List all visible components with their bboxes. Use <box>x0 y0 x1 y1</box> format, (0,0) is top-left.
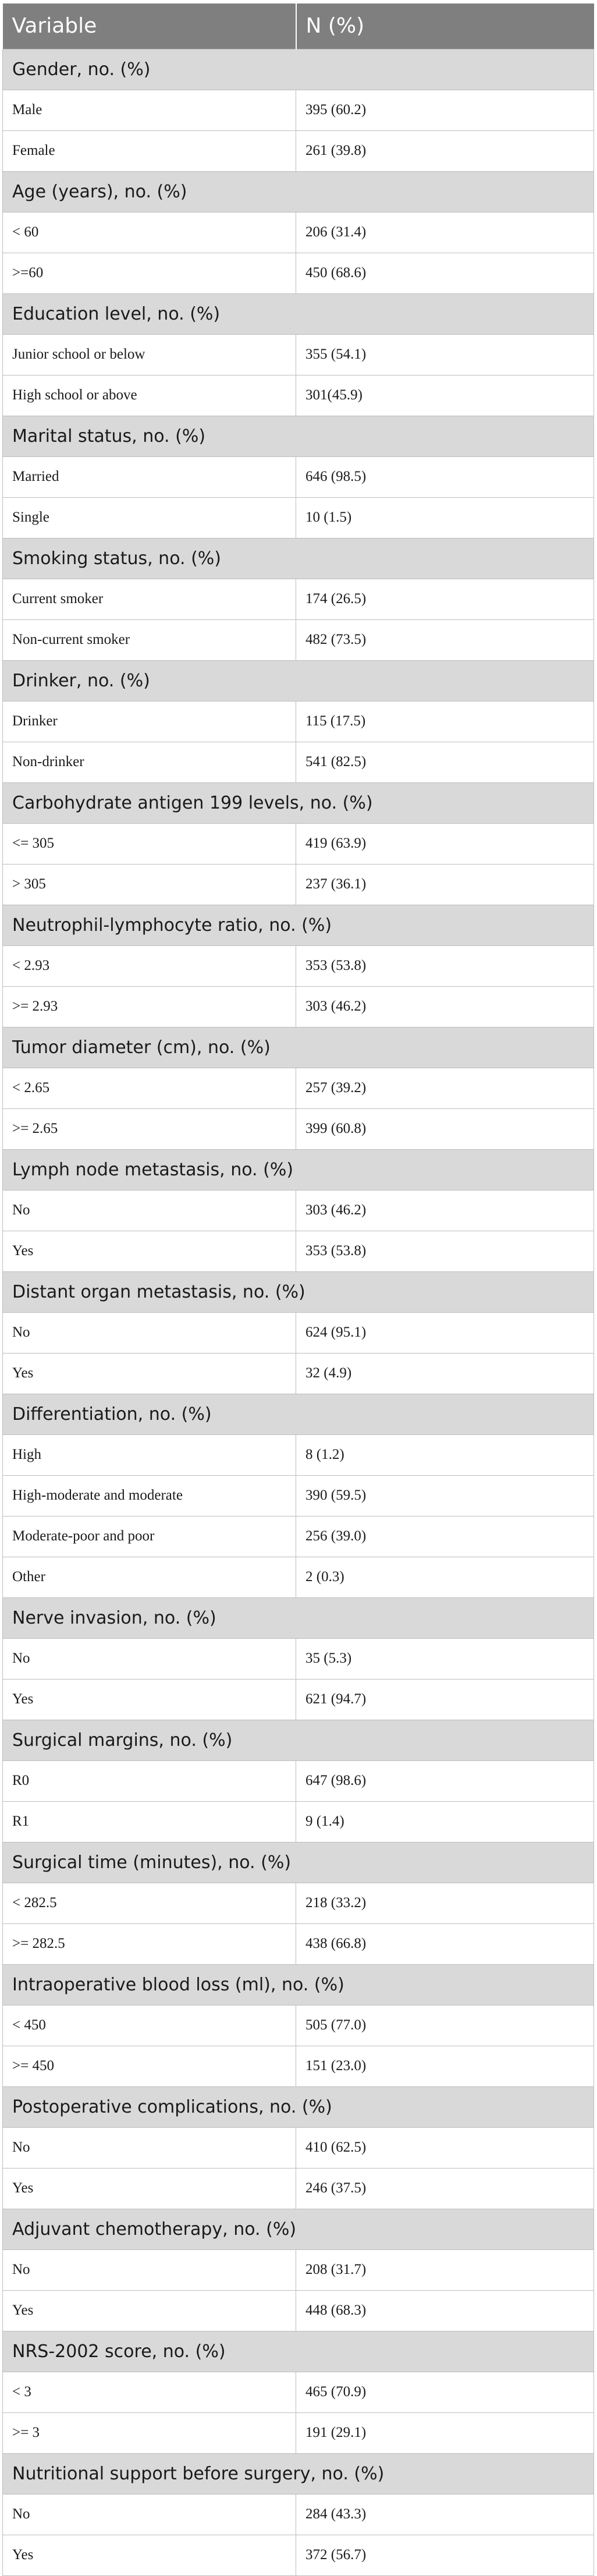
table-row <box>3 2127 594 2168</box>
section-title: Postoperative complications, no. (%) <box>3 2086 594 2127</box>
row-value: 390 (59.5) <box>296 1475 594 1516</box>
row-label: Married <box>3 456 296 497</box>
table-row <box>3 986 594 1027</box>
row-label: No <box>3 1190 296 1231</box>
table-row <box>3 497 594 538</box>
row-label: Male <box>3 90 296 130</box>
table-body <box>3 49 594 2575</box>
section-row <box>3 660 594 701</box>
table-row <box>3 1516 594 1557</box>
row-label: R1 <box>3 1801 296 1842</box>
section-title: Differentiation, no. (%) <box>3 1394 594 1434</box>
row-value: 448 (68.3) <box>296 2290 594 2331</box>
row-label: >= 2.93 <box>3 986 296 1027</box>
row-label: Yes <box>3 2290 296 2331</box>
row-value: 355 (54.1) <box>296 334 594 375</box>
row-label: >= 3 <box>3 2412 296 2453</box>
row-label: > 305 <box>3 864 296 905</box>
row-label: < 450 <box>3 2005 296 2046</box>
row-value: 395 (60.2) <box>296 90 594 130</box>
table-row <box>3 1475 594 1516</box>
row-label: >= 282.5 <box>3 1923 296 1964</box>
table-row <box>3 864 594 905</box>
row-value: 624 (95.1) <box>296 1312 594 1353</box>
row-value: 246 (37.5) <box>296 2168 594 2209</box>
row-label: No <box>3 1638 296 1679</box>
row-value: 646 (98.5) <box>296 456 594 497</box>
table-row <box>3 823 594 864</box>
row-value: 450 (68.6) <box>296 253 594 293</box>
row-label: High school or above <box>3 375 296 416</box>
row-label: >= 2.65 <box>3 1108 296 1149</box>
section-row <box>3 171 594 212</box>
section-title: NRS-2002 score, no. (%) <box>3 2331 594 2372</box>
row-label: Yes <box>3 1679 296 1720</box>
table-row <box>3 212 594 253</box>
section-title: Lymph node metastasis, no. (%) <box>3 1149 594 1190</box>
row-label: Yes <box>3 1231 296 1271</box>
row-value: 206 (31.4) <box>296 212 594 253</box>
section-row <box>3 1597 594 1638</box>
table-row <box>3 130 594 171</box>
table-row <box>3 1108 594 1149</box>
table-row <box>3 742 594 782</box>
table-row <box>3 1679 594 1720</box>
row-label: <= 305 <box>3 823 296 864</box>
row-label: Current smoker <box>3 579 296 619</box>
table-row <box>3 2005 594 2046</box>
row-value: 208 (31.7) <box>296 2249 594 2290</box>
section-title: Gender, no. (%) <box>3 49 594 90</box>
row-value: 419 (63.9) <box>296 823 594 864</box>
section-row <box>3 293 594 334</box>
section-title: Age (years), no. (%) <box>3 171 594 212</box>
row-value: 257 (39.2) <box>296 1068 594 1108</box>
section-row <box>3 1149 594 1190</box>
row-value: 174 (26.5) <box>296 579 594 619</box>
row-value: 115 (17.5) <box>296 701 594 742</box>
row-label: Yes <box>3 1353 296 1394</box>
row-label: < 2.65 <box>3 1068 296 1108</box>
row-value: 438 (66.8) <box>296 1923 594 1964</box>
row-label: Junior school or below <box>3 334 296 375</box>
table-row <box>3 2290 594 2331</box>
row-value: 647 (98.6) <box>296 1760 594 1801</box>
section-row <box>3 782 594 823</box>
row-label: R0 <box>3 1760 296 1801</box>
section-row <box>3 905 594 945</box>
row-value: 151 (23.0) <box>296 2046 594 2086</box>
row-label: Yes <box>3 2168 296 2209</box>
section-row <box>3 1394 594 1434</box>
table-row <box>3 2372 594 2412</box>
section-row <box>3 538 594 579</box>
table-row <box>3 2168 594 2209</box>
table-row <box>3 334 594 375</box>
table-row <box>3 1638 594 1679</box>
table-row <box>3 90 594 130</box>
row-label: High <box>3 1434 296 1475</box>
row-value: 465 (70.9) <box>296 2372 594 2412</box>
column-header-variable: Variable <box>3 3 296 49</box>
table-row <box>3 2494 594 2535</box>
table-row <box>3 701 594 742</box>
row-label: < 60 <box>3 212 296 253</box>
section-row <box>3 1027 594 1068</box>
row-label: Female <box>3 130 296 171</box>
table-row <box>3 1434 594 1475</box>
table-row <box>3 456 594 497</box>
table-row <box>3 1190 594 1231</box>
section-row <box>3 2209 594 2249</box>
table-row <box>3 1557 594 1597</box>
row-label: Non-drinker <box>3 742 296 782</box>
table-row <box>3 945 594 986</box>
section-row <box>3 1964 594 2005</box>
row-value: 9 (1.4) <box>296 1801 594 1842</box>
header-row <box>3 3 594 49</box>
section-row <box>3 1271 594 1312</box>
section-title: Distant organ metastasis, no. (%) <box>3 1271 594 1312</box>
section-title: Intraoperative blood loss (ml), no. (%) <box>3 1964 594 2005</box>
table-row <box>3 1883 594 1923</box>
row-label: < 2.93 <box>3 945 296 986</box>
row-value: 301(45.9) <box>296 375 594 416</box>
row-value: 256 (39.0) <box>296 1516 594 1557</box>
table-row <box>3 1353 594 1394</box>
row-label: Drinker <box>3 701 296 742</box>
section-row <box>3 49 594 90</box>
row-label: < 3 <box>3 2372 296 2412</box>
table-row <box>3 2249 594 2290</box>
row-value: 372 (56.7) <box>296 2535 594 2575</box>
table-row <box>3 1923 594 1964</box>
row-label: No <box>3 2494 296 2535</box>
row-value: 10 (1.5) <box>296 497 594 538</box>
section-title: Education level, no. (%) <box>3 293 594 334</box>
section-row <box>3 416 594 456</box>
row-value: 191 (29.1) <box>296 2412 594 2453</box>
row-label: Other <box>3 1557 296 1597</box>
table-row <box>3 1760 594 1801</box>
row-value: 410 (62.5) <box>296 2127 594 2168</box>
row-value: 32 (4.9) <box>296 1353 594 1394</box>
row-label: >=60 <box>3 253 296 293</box>
section-row <box>3 2453 594 2494</box>
row-value: 237 (36.1) <box>296 864 594 905</box>
table-row <box>3 253 594 293</box>
table-row <box>3 1231 594 1271</box>
row-value: 284 (43.3) <box>296 2494 594 2535</box>
row-value: 8 (1.2) <box>296 1434 594 1475</box>
row-label: Moderate-poor and poor <box>3 1516 296 1557</box>
row-label: High-moderate and moderate <box>3 1475 296 1516</box>
row-value: 482 (73.5) <box>296 619 594 660</box>
row-label: Non-current smoker <box>3 619 296 660</box>
table-row <box>3 1068 594 1108</box>
section-title: Neutrophil-lymphocyte ratio, no. (%) <box>3 905 594 945</box>
section-row <box>3 2331 594 2372</box>
row-label: >= 450 <box>3 2046 296 2086</box>
row-label: Yes <box>3 2535 296 2575</box>
row-value: 621 (94.7) <box>296 1679 594 1720</box>
row-value: 218 (33.2) <box>296 1883 594 1923</box>
section-title: Carbohydrate antigen 199 levels, no. (%) <box>3 782 594 823</box>
section-title: Nerve invasion, no. (%) <box>3 1597 594 1638</box>
section-title: Drinker, no. (%) <box>3 660 594 701</box>
row-label: No <box>3 2249 296 2290</box>
section-title: Surgical time (minutes), no. (%) <box>3 1842 594 1883</box>
table-row <box>3 2535 594 2575</box>
row-value: 261 (39.8) <box>296 130 594 171</box>
column-header-n-percent: N (%) <box>296 3 594 49</box>
table-row <box>3 1312 594 1353</box>
table-row <box>3 619 594 660</box>
table-row <box>3 2046 594 2086</box>
table-row <box>3 375 594 416</box>
row-label: No <box>3 1312 296 1353</box>
row-label: Single <box>3 497 296 538</box>
section-row <box>3 1720 594 1760</box>
section-title: Surgical margins, no. (%) <box>3 1720 594 1760</box>
section-title: Tumor diameter (cm), no. (%) <box>3 1027 594 1068</box>
row-value: 353 (53.8) <box>296 945 594 986</box>
section-title: Nutritional support before surgery, no. (%) <box>3 2453 594 2494</box>
row-value: 303 (46.2) <box>296 986 594 1027</box>
row-value: 303 (46.2) <box>296 1190 594 1231</box>
table-header <box>3 3 594 49</box>
row-value: 505 (77.0) <box>296 2005 594 2046</box>
baseline-characteristics-table <box>2 3 594 2576</box>
section-row <box>3 1842 594 1883</box>
row-label: < 282.5 <box>3 1883 296 1923</box>
section-row <box>3 2086 594 2127</box>
section-title: Smoking status, no. (%) <box>3 538 594 579</box>
table-row <box>3 579 594 619</box>
row-value: 35 (5.3) <box>296 1638 594 1679</box>
row-label: No <box>3 2127 296 2168</box>
table-row <box>3 2412 594 2453</box>
row-value: 2 (0.3) <box>296 1557 594 1597</box>
row-value: 541 (82.5) <box>296 742 594 782</box>
row-value: 399 (60.8) <box>296 1108 594 1149</box>
row-value: 353 (53.8) <box>296 1231 594 1271</box>
section-title: Adjuvant chemotherapy, no. (%) <box>3 2209 594 2249</box>
section-title: Marital status, no. (%) <box>3 416 594 456</box>
table-row <box>3 1801 594 1842</box>
